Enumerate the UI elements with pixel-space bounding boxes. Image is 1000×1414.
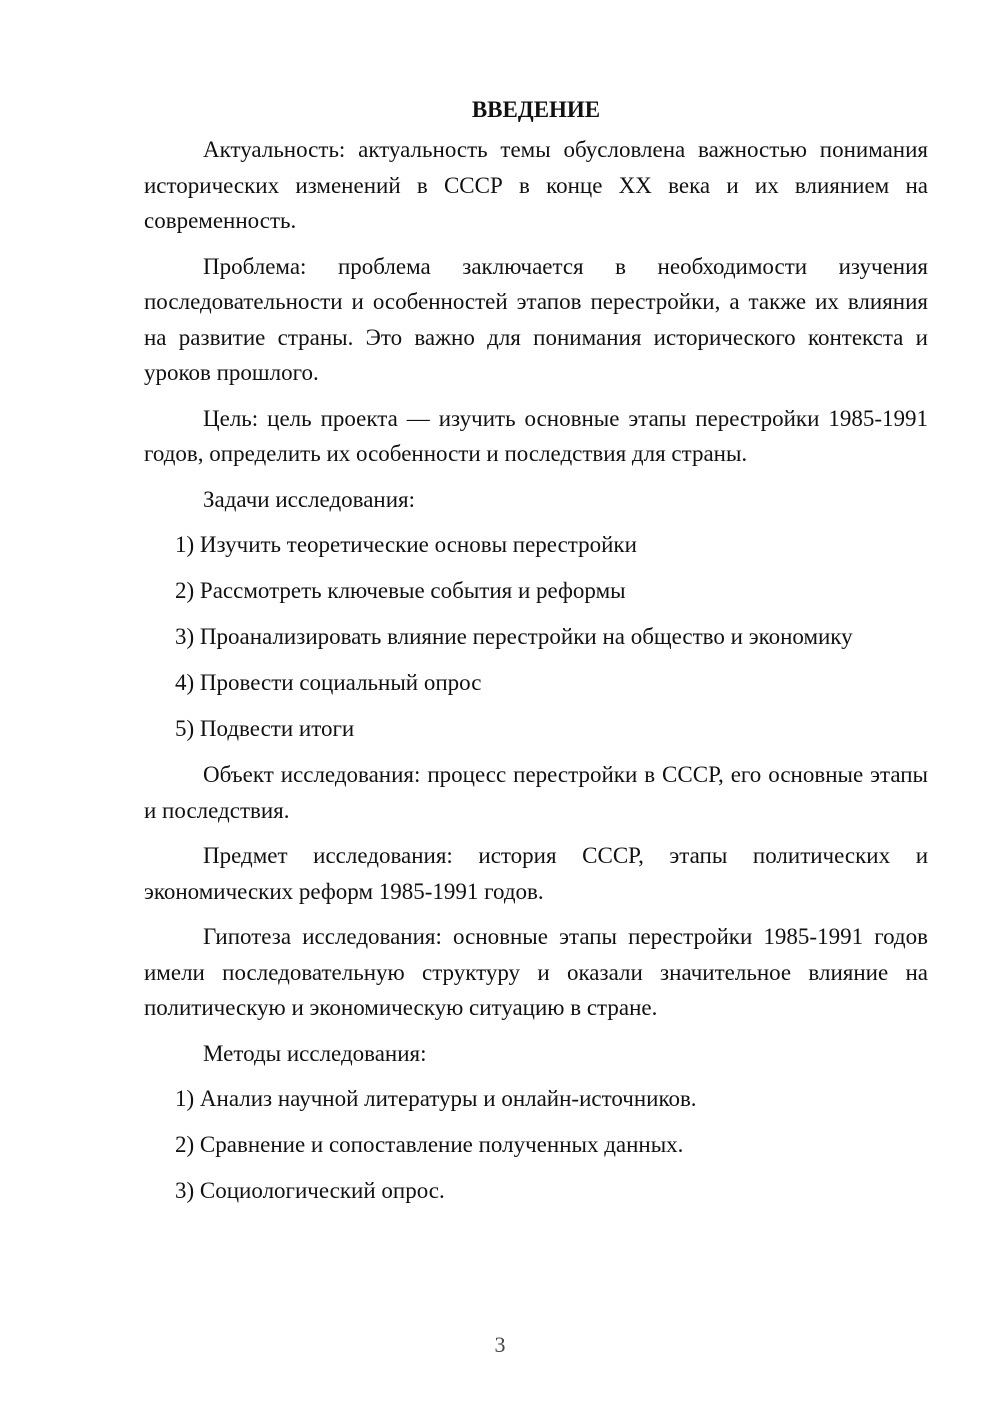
tasks-label: Задачи исследования: [203, 486, 416, 512]
paragraph-subject: Предмет исследования: история СССР, этапы политических и экономических реформ 1985-1991 годов. [144, 843, 928, 904]
methods-list [144, 1081, 928, 1209]
methods-label: Методы исследования: [203, 1040, 427, 1066]
section-title: ВВЕДЕНИЕ [471, 97, 601, 122]
page-number: 3 [494, 1332, 506, 1357]
paragraph-hypothesis: Гипотеза исследования: основные этапы перестройки 1985-1991 годов имели последовательную структуру и оказали значительное влияние на политическую и экономическую ситуацию в стране. [144, 924, 928, 1020]
tasks-list [144, 527, 928, 747]
list-item: 3) Проанализировать влияние перестройки на общество и экономику [175, 624, 853, 649]
list-item: 4) Провести социальный опрос [175, 670, 482, 695]
document-page [144, 92, 928, 1219]
list-item: 1) Анализ научной литературы и онлайн-источников. [175, 1086, 697, 1111]
paragraph-problem: Проблема: проблема заключается в необходимости изучения последовательности и особенностей этапов перестройки, а также их влияния на развитие страны. Это важно для понимания исторического контекста и уроков прошлого. [144, 253, 928, 385]
list-item: 2) Сравнение и сопоставление полученных данных. [175, 1132, 684, 1157]
paragraph-object: Объект исследования: процесс перестройки в СССР, его основные этапы и последствия. [144, 762, 928, 823]
list-item: 2) Рассмотреть ключевые события и реформы [175, 578, 626, 603]
list-item: 1) Изучить теоретические основы перестройки [175, 532, 637, 557]
paragraph-goal: Цель: цель проекта — изучить основные этапы перестройки 1985-1991 годов, определить их особенности и последствия для страны. [144, 405, 928, 466]
list-item: 3) Социологический опрос. [175, 1178, 445, 1203]
list-item: 5) Подвести итоги [175, 716, 355, 741]
paragraph-relevance: Актуальность: актуальность темы обусловлена важностью понимания исторических изменений в СССР в конце XX века и их влиянием на современность. [144, 137, 928, 233]
